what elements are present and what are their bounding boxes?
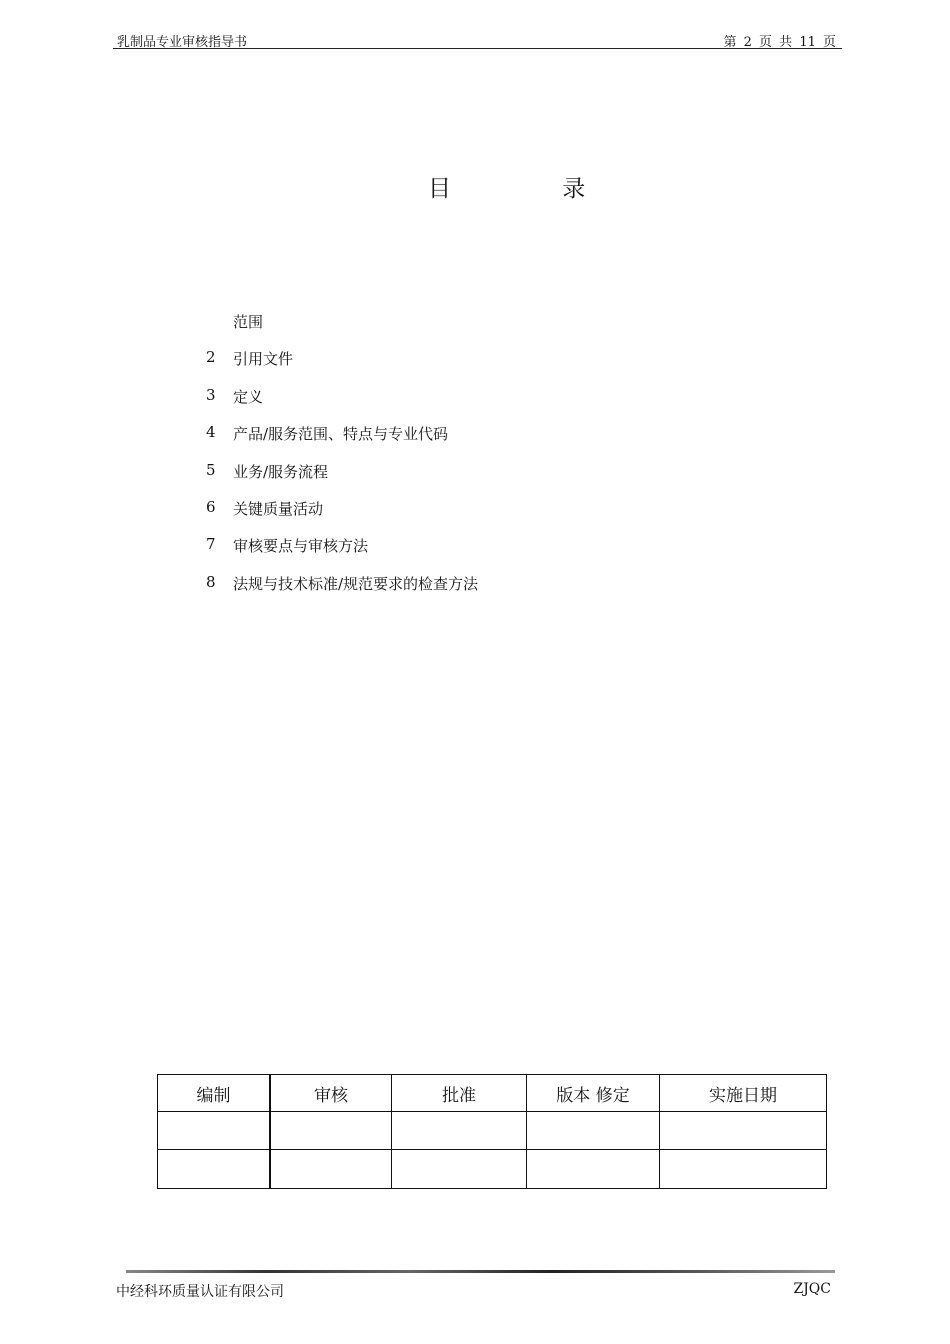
table-cell xyxy=(392,1150,527,1189)
toc-text: 审核要点与审核方法 xyxy=(233,537,369,556)
table-cell xyxy=(158,1150,271,1189)
footer-divider xyxy=(126,1270,835,1273)
toc-text: 产品/服务范围、特点与专业代码 xyxy=(233,425,449,444)
table-row xyxy=(158,1112,827,1150)
toc-num: 5 xyxy=(206,460,216,479)
toc-text: 范围 xyxy=(233,313,264,331)
toc-text: 关键质量活动 xyxy=(233,499,324,518)
table-row xyxy=(158,1150,827,1189)
toc-num: 7 xyxy=(206,535,216,554)
toc-num: 2 xyxy=(206,348,216,367)
table-header-row xyxy=(158,1075,827,1112)
toc-num: 8 xyxy=(206,572,216,591)
header-cell-effective-date: 实施日期 xyxy=(660,1075,827,1112)
header-cell-version: 版本 修定 xyxy=(527,1075,660,1112)
page-title: 目 录 xyxy=(428,176,638,202)
page-info: 第 2 页 共 11 页 xyxy=(723,35,836,50)
header-cell-approved: 批准 xyxy=(392,1075,527,1112)
table-cell xyxy=(270,1150,392,1189)
footer-code: ZJQC xyxy=(793,1281,831,1297)
page-header xyxy=(113,29,842,49)
toc-num: 6 xyxy=(206,497,216,516)
table-cell xyxy=(392,1112,527,1150)
toc-text: 法规与技术标准/规范要求的检查方法 xyxy=(233,574,479,593)
table-cell xyxy=(660,1112,827,1150)
doc-title: 乳制品专业审核指导书 xyxy=(117,35,248,50)
table-cell xyxy=(527,1112,660,1150)
toc-text: 引用文件 xyxy=(233,350,294,369)
toc-num: 4 xyxy=(206,423,216,442)
toc-num: 3 xyxy=(206,385,216,404)
table-cell xyxy=(158,1112,271,1150)
toc-text: 业务/服务流程 xyxy=(233,462,329,481)
table-cell xyxy=(270,1112,392,1150)
header-cell-compiled: 编制 xyxy=(158,1075,271,1112)
table-cell xyxy=(527,1150,660,1189)
table-cell xyxy=(660,1150,827,1189)
header-cell-reviewed: 审核 xyxy=(270,1075,392,1112)
toc-text: 定义 xyxy=(233,387,264,406)
footer-company: 中经科环质量认证有限公司 xyxy=(116,1284,284,1300)
approval-table xyxy=(157,1074,827,1189)
